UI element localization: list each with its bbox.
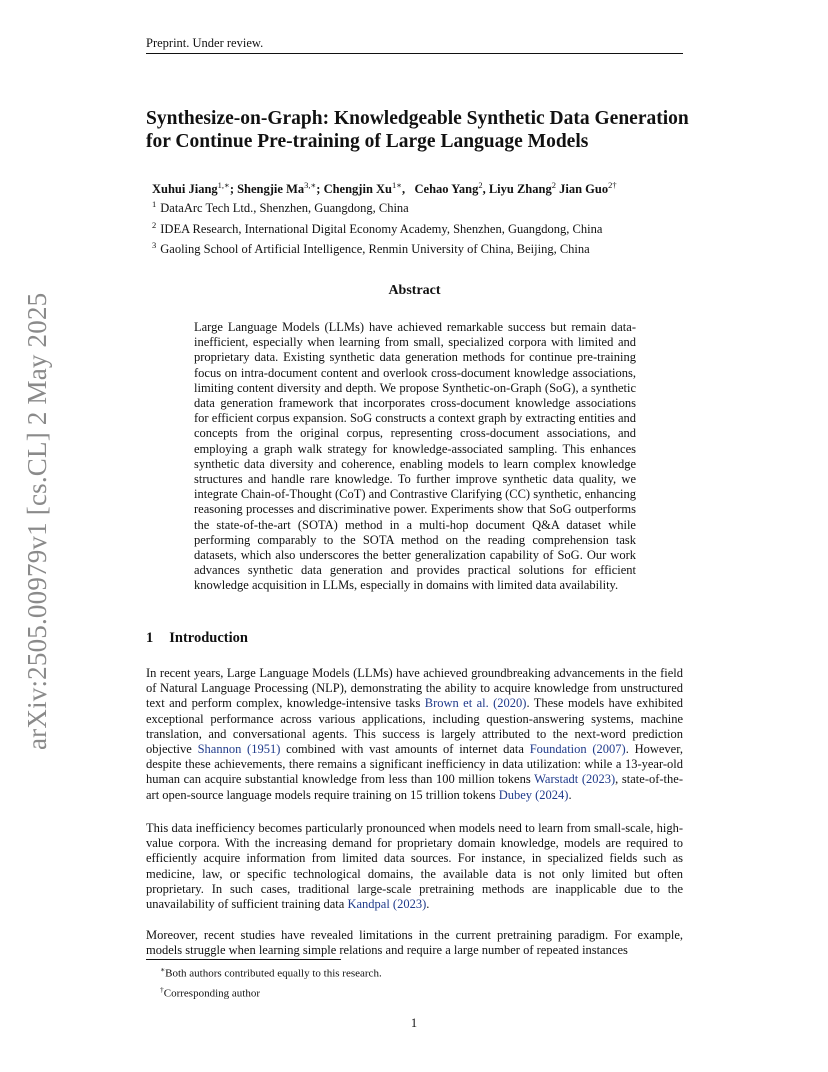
- paper-title: Synthesize-on-Graph: Knowledgeable Synthetic Data Generation for Continue Pre-training of Large Language Models: [146, 108, 689, 152]
- footnotes: [160, 962, 382, 1002]
- paragraph-text: . These models have exhibited exceptional performance across various applications, including question-answering systems, machine translation, and conversational agents. This success is largely attributed to the next-word prediction objective: [146, 696, 683, 757]
- paragraph-text: Moreover, recent studies have revealed limitations in the current pretraining paradigm. For example, models struggle when learning simple relations and require a large number of repeated instances: [146, 928, 683, 958]
- affiliation-mark: 2: [152, 219, 157, 230]
- author-mark: 1,∗: [217, 180, 230, 190]
- paragraph-text: In recent years, Large Language Models (LLMs) have achieved groundbreaking advancements in the field of Natural Language Processing (NLP), demonstrating the ability to acquire knowledge from unstructured text and perform complex, knowledge-intensive tasks: [146, 666, 683, 711]
- author-name: Cehao Yang: [414, 182, 479, 197]
- section-number: 1: [146, 630, 154, 646]
- footnote-text: Both authors contributed equally to this research.: [165, 967, 382, 980]
- intro-paragraph-3: [146, 928, 683, 958]
- affiliation-text: Gaoling School of Artificial Intelligence, Renmin University of China, Beijing, China: [160, 242, 590, 257]
- abstract-heading: Abstract: [388, 283, 441, 298]
- citation-link[interactable]: Foundation (2007): [529, 742, 626, 757]
- author-name: Jian Guo: [559, 182, 609, 197]
- citation-link[interactable]: Dubey (2024): [498, 787, 569, 802]
- affiliation: [152, 237, 692, 258]
- footnote: [160, 982, 382, 1002]
- section-heading-introduction: [146, 630, 248, 647]
- citation-link[interactable]: Warstadt (2023): [534, 772, 616, 787]
- header-rule: [146, 53, 683, 54]
- paragraph-text: .: [426, 897, 430, 912]
- affiliation-text: IDEA Research, International Digital Economy Academy, Shenzhen, Guangdong, China: [160, 221, 603, 236]
- author-mark: 1∗: [392, 180, 403, 190]
- intro-paragraph-2: [146, 821, 683, 912]
- paragraph-text: . However, despite these achievements, there remains a significant inefficiency in data utilization: while a 13-year-old human can acquire substantial knowledge from less than 100 million tokens: [146, 742, 684, 787]
- abstract-text: Large Language Models (LLMs) have achieved remarkable success but remain data-inefficient, especially when learning from small, specialized corpora with limited and proprietary data. Existing synthetic data generation methods for continue pre-training focus on intra-document content and overlook cross-document knowledge associations, limiting content diversity and depth. We propose Synthetic-on-Graph (SoG), a synthetic data generation framework that incorporates cross-document knowledge associations for efficient corpus expansion. SoG constructs a context graph by extracting entities and concepts from the original corpus, representing cross-document associations, and employing a graph walk strategy for knowledge-associated sampling. This enhances synthetic data diversity and coherence, enabling models to learn complex knowledge structures and handle rare knowledge. To further improve synthetic data quality, we integrate Chain-of-Thought (CoT) and Contrastive Clarifying (CC) synthetic, enhancing reasoning processes and discriminative power. Experiments show that SoG outperforms the state-of-the-art (SOTA) method in a multi-hop document Q&A dataset while performing comparably to the SOTA method on the reading comprehension task datasets, which also underscores the better generalization capability of SoG. Our work advances synthetic data generation and provides practical solutions for efficient knowledge acquisition in LLMs, especially in domains with limited data availability.: [194, 320, 636, 593]
- affiliation: [152, 196, 692, 217]
- affiliation-list: [152, 196, 692, 258]
- author-mark: 3,∗: [304, 180, 317, 190]
- author-list: Xuhui Jiang$^{1,∗}$; Shengjie $Ma^{3,∗}$; Chengjin $Xu^{1∗}$, Cehao Yang$^2$, Liyu Zhang$^2$ Jian Guo$^{2\dagger}$: [152, 180, 617, 197]
- footnote-rule: [146, 959, 341, 960]
- affiliation: [152, 217, 692, 238]
- arxiv-identifier: arXiv:2505.00979v1 [cs.CL] 2 May 2025: [22, 292, 52, 750]
- citation-link[interactable]: Shannon (1951): [197, 742, 281, 757]
- author-name: Shengjie Ma: [237, 182, 305, 197]
- footnote-text: Corresponding author: [163, 987, 260, 1000]
- paragraph-text: .: [568, 787, 572, 802]
- paragraph-text: combined with vast amounts of internet data: [280, 742, 530, 757]
- paragraph-text: This data inefficiency becomes particularly pronounced when models need to learn from small-scale, high-value corpora. With the increasing demand for proprietary domain knowledge, models are required to efficiently acquire information from limited data sources. For instance, in specialized fields such as medicine, law, or specific technological domains, the available data is not only limited but often proprietary. In such cases, traditional large-scale pretraining methods are inapplicable due to the unavailability of sufficient training data: [146, 821, 683, 912]
- page-number: 1: [410, 1016, 418, 1030]
- affiliation-mark: 1: [152, 199, 157, 209]
- citation-link[interactable]: Brown et al. (2020): [424, 696, 527, 711]
- author-mark: 2: [551, 180, 556, 190]
- intro-paragraph-1: [146, 666, 683, 803]
- section-title: Introduction: [169, 630, 248, 646]
- footnote-mark: ∗: [160, 965, 166, 974]
- running-head: Preprint. Under review.: [146, 36, 264, 50]
- author-name: Xuhui Jiang: [152, 182, 218, 197]
- author-mark: 2†: [608, 180, 617, 190]
- paragraph-text: , state-of-the-art open-source language models require training on 15 trillion tokens: [146, 772, 683, 802]
- citation-link[interactable]: Kandpal (2023): [347, 897, 427, 912]
- author-mark: 2: [478, 180, 483, 190]
- affiliation-mark: 3: [152, 240, 157, 251]
- affiliation-text: DataArc Tech Ltd., Shenzhen, Guangdong, China: [160, 201, 409, 216]
- author-name: Chengjin Xu: [323, 182, 392, 197]
- footnote: [160, 962, 382, 982]
- footnote-mark: †: [160, 985, 164, 995]
- author-name: Liyu Zhang: [488, 182, 552, 197]
